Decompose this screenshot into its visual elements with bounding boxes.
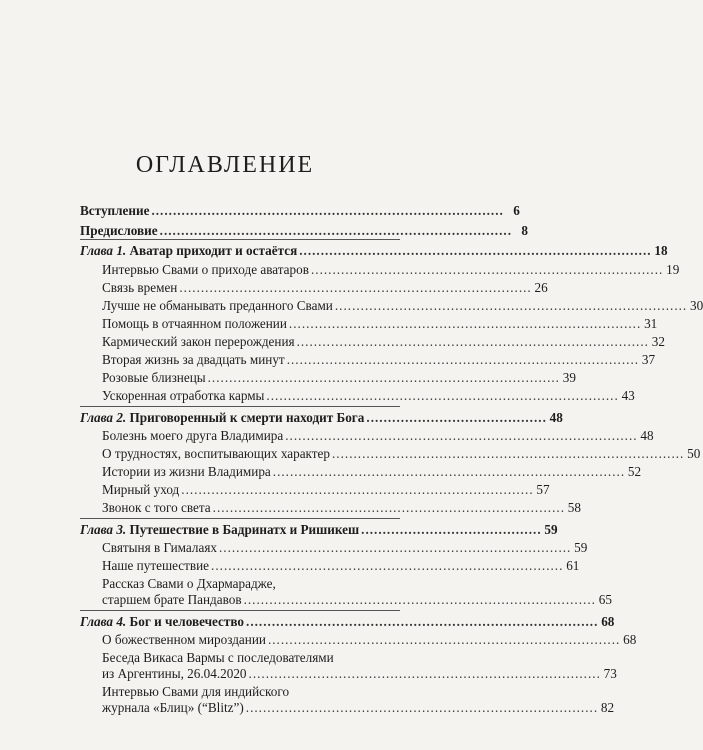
toc-item-line1: Беседа Викаса Вармы с последователями [102, 650, 334, 665]
leader-dots: .................................................................................. [211, 558, 564, 573]
item-text: Болезнь моего друга Владимира [102, 428, 284, 443]
entry-page: 6 [513, 203, 520, 218]
item-page: 50 [687, 446, 701, 461]
item-text: журнала «Блиц» (“Blitz”) [102, 700, 244, 715]
item-text: Интервью Свами о приходе аватаров [102, 262, 309, 277]
item-text: Розовые близнецы [102, 370, 206, 385]
item-text: О божественном мироздании [102, 632, 266, 647]
leader-dots: .................................................................................. [266, 388, 619, 403]
toc-item [102, 428, 654, 443]
leader-dots: .................................................................................. [272, 464, 626, 479]
toc-chapter-4 [80, 614, 615, 629]
toc-item [102, 666, 617, 681]
leader-dots: .................................................................................. [218, 540, 572, 555]
toc-item [102, 592, 612, 607]
item-text: О трудностях, воспитывающих характер [102, 446, 330, 461]
leader-dots: .................................................................................. [151, 203, 504, 218]
item-page: 26 [534, 280, 548, 295]
item-page: 52 [627, 464, 642, 479]
item-text: старшем брате Пандавов [102, 592, 242, 607]
item-text: Кармический закон перерождения [102, 334, 295, 349]
toc-chapter-3 [80, 522, 558, 537]
leader-dots: .................................................................................. [288, 316, 642, 331]
leader-dots: .................................................................................. [179, 280, 532, 295]
leader-dots: .................................................................................. [159, 223, 512, 238]
chapter-label: Глава 4. [80, 614, 127, 629]
item-page: 30 [690, 298, 703, 313]
toc-item [102, 262, 680, 277]
toc-item [102, 540, 588, 555]
item-text: из Аргентины, 26.04.2020 [102, 666, 247, 681]
chapter-page: 18 [654, 243, 668, 258]
leader-dots: .................................................................................. [296, 334, 649, 349]
leader-dots: .................................................................................. [332, 446, 685, 461]
item-text: Звонок с того света [102, 500, 211, 515]
toc-entry-preface [80, 223, 528, 238]
item-page: 82 [600, 700, 615, 715]
toc-item [102, 632, 637, 647]
toc-entry-intro [80, 203, 520, 218]
item-page: 37 [641, 352, 656, 367]
item-page: 65 [598, 592, 612, 607]
leader-dots: .................................................................................. [286, 352, 640, 367]
toc-item [102, 298, 703, 313]
chapter-label: Глава 2. [80, 410, 127, 425]
leader-dots: .................................................................................. [285, 428, 638, 443]
toc-item [102, 464, 642, 479]
item-text: Лучше не обманывать преданного Свами [102, 298, 333, 313]
toc-item [102, 334, 665, 349]
toc-chapter-1 [80, 243, 668, 258]
toc-item [102, 500, 581, 515]
item-page: 19 [666, 262, 680, 277]
item-page: 59 [574, 540, 588, 555]
toc-chapter-2 [80, 410, 563, 425]
item-text: Ускоренная отработка кармы [102, 388, 265, 403]
leader-dots: .......................................... [361, 522, 542, 537]
toc-item [102, 316, 658, 331]
leader-dots: .................................................................................. [310, 262, 664, 277]
leader-dots: .................................................................................. [248, 666, 601, 681]
item-text: Святыня в Гималаях [102, 540, 217, 555]
item-text: Наше путешествие [102, 558, 210, 573]
chapter-title: Аватар приходит и остаётся [129, 243, 298, 258]
entry-text: Вступление [80, 203, 150, 218]
chapter-label: Глава 1. [80, 243, 127, 258]
toc-item [102, 446, 701, 461]
leader-dots: .................................................................................. [212, 500, 565, 515]
item-page: 73 [603, 666, 617, 681]
page-title: ОГЛАВЛЕНИЕ [135, 152, 315, 178]
chapter-page: 48 [549, 410, 563, 425]
entry-text: Предисловие [80, 223, 158, 238]
item-text: Связь времен [102, 280, 178, 295]
entry-page: 8 [521, 223, 528, 238]
chapter-title: Бог и человечество [129, 614, 245, 629]
toc-item-line1: Интервью Свами для индийского [102, 684, 290, 699]
leader-dots: .................................................................................. [334, 298, 688, 313]
leader-dots: .................................................................................. [207, 370, 560, 385]
chapter-title: Приговоренный к смерти находит Бога [129, 410, 365, 425]
toc-item [102, 700, 615, 715]
item-page: 39 [562, 370, 576, 385]
divider [80, 406, 400, 407]
divider [80, 239, 400, 240]
item-page: 43 [621, 388, 635, 403]
toc-item [102, 280, 548, 295]
item-page: 32 [651, 334, 665, 349]
chapter-page: 59 [544, 522, 558, 537]
divider [80, 518, 400, 519]
item-page: 68 [623, 632, 637, 647]
leader-dots: .................................................................................. [181, 482, 534, 497]
item-page: 61 [566, 558, 580, 573]
divider [80, 610, 400, 611]
chapter-label: Глава 3. [80, 522, 127, 537]
item-page: 58 [567, 500, 581, 515]
toc-item [102, 388, 635, 403]
toc-item [102, 352, 656, 367]
toc-item [102, 482, 550, 497]
item-text: Мирный уход [102, 482, 180, 497]
item-text: Вторая жизнь за двадцать минут [102, 352, 285, 367]
toc-item-line1: Рассказ Свами о Дхармарадже, [102, 576, 276, 591]
item-page: 31 [644, 316, 658, 331]
leader-dots: .................................................................................. [245, 700, 599, 715]
toc-item [102, 370, 576, 385]
item-page: 48 [640, 428, 654, 443]
toc-item [102, 558, 580, 573]
item-text: Истории из жизни Владимира [102, 464, 271, 479]
leader-dots: .................................................................................. [299, 243, 652, 258]
item-page: 57 [536, 482, 550, 497]
leader-dots: .......................................... [366, 410, 547, 425]
leader-dots: .................................................................................. [267, 632, 621, 647]
leader-dots: .................................................................................. [243, 592, 596, 607]
chapter-title: Путешествие в Бадринатх и Ришикеш [129, 522, 360, 537]
leader-dots: .................................................................................. [246, 614, 599, 629]
item-text: Помощь в отчаянном положении [102, 316, 287, 331]
chapter-page: 68 [601, 614, 615, 629]
